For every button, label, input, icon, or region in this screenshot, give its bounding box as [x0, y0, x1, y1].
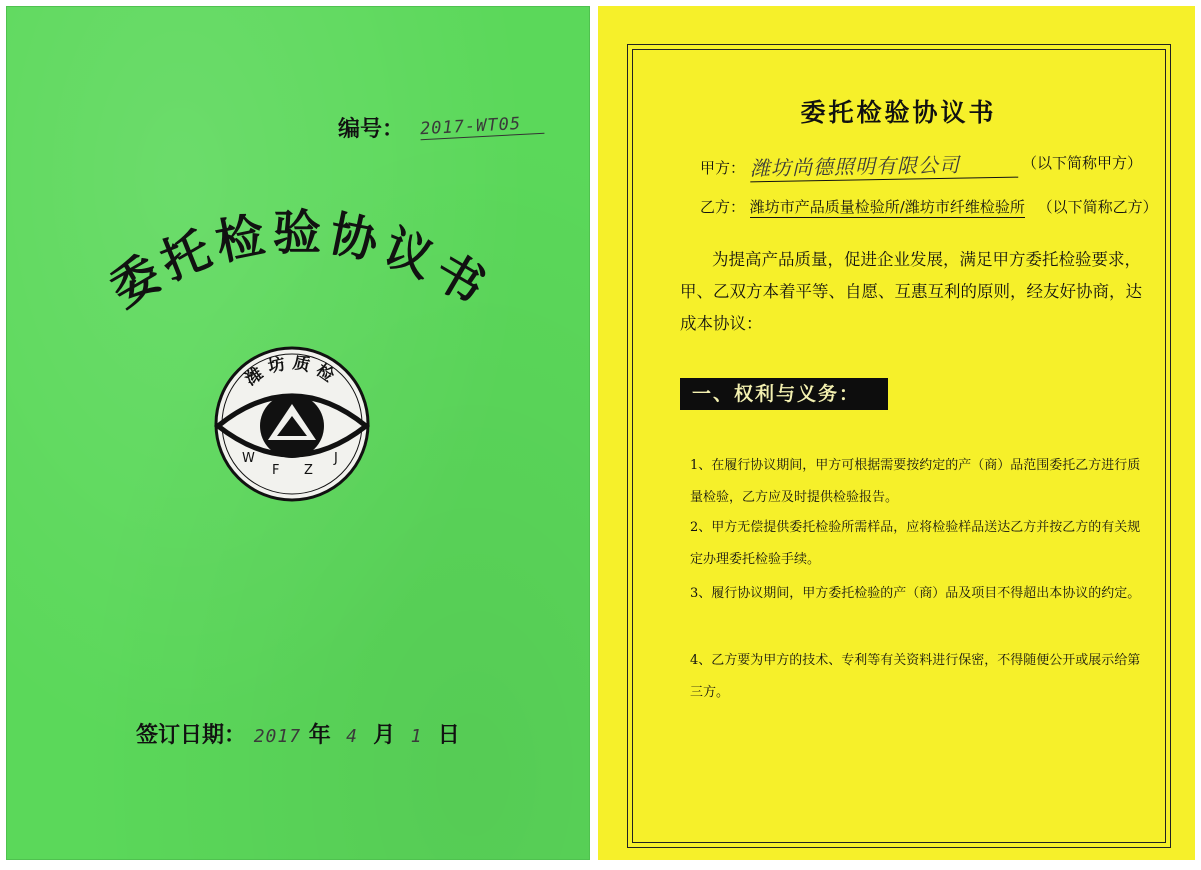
clause-item: 3、履行协议期间，甲方委托检验的产（商）品及项目不得超出本协议的约定。 — [690, 586, 1141, 601]
clause-item: 2、甲方无偿提供委托检验所需样品，应将检验样品送达乙方并按乙方的有关规定办理委托检验手续。 — [690, 520, 1141, 567]
party-a-label: 甲方： — [700, 159, 746, 177]
date-year-char: 年 — [308, 722, 331, 748]
date-month-char: 月 — [373, 722, 396, 748]
party-a-note: （以下简称甲方） — [1022, 154, 1143, 172]
agreement-title: 委托检验协议书 — [800, 98, 997, 127]
clause-item: 1、在履行协议期间，甲方可根据需要按约定的产（商）品范围委托乙方进行质量检验，乙方应及时提供检验报告。 — [690, 458, 1141, 505]
cover-title-text: 委托检验协议书 — [100, 205, 500, 318]
seal-top-text: 潍坊质检 — [241, 352, 343, 390]
seal-letter-j: J — [334, 451, 338, 466]
cover-signing-date — [136, 718, 460, 749]
seal-letter-w: W — [242, 451, 255, 466]
party-b-note: （以下简称乙方） — [1037, 198, 1158, 216]
date-month-value: 4 — [346, 726, 358, 747]
party-b-label: 乙方： — [700, 198, 746, 216]
party-b-row — [700, 196, 1158, 218]
party-a-row — [700, 150, 1143, 181]
date-day-value: 1 — [410, 726, 423, 747]
section-heading: 一、权利与义务： — [680, 378, 888, 410]
quality-seal-logo — [212, 344, 372, 504]
date-day-char: 日 — [437, 722, 460, 748]
svg-text:委托检验协议书 — [101, 205, 499, 318]
party-b-value: 潍坊市产品质量检验所/潍坊市纤维检验所 — [749, 198, 1025, 216]
cover-number-label: 编号： — [338, 116, 405, 142]
date-label: 签订日期： — [136, 722, 247, 748]
seal-letter-f: F — [272, 463, 280, 478]
date-year-value: 2017 — [253, 726, 302, 747]
preamble-paragraph: 为提高产品质量，促进企业发展，满足甲方委托检验要求，甲、乙双方本着平等、自愿、互惠互利的原则，经友好协商，达成本协议： — [680, 250, 1142, 333]
cover-title — [80, 205, 520, 345]
party-a-value: 潍坊尚德照明有限公司 — [750, 148, 1018, 183]
cover-number-value: 2017-WT05 — [420, 113, 545, 140]
seal-letter-z: Z — [304, 463, 313, 478]
clause-item: 4、乙方要为甲方的技术、专利等有关资料进行保密，不得随便公开或展示给第三方。 — [690, 653, 1141, 700]
